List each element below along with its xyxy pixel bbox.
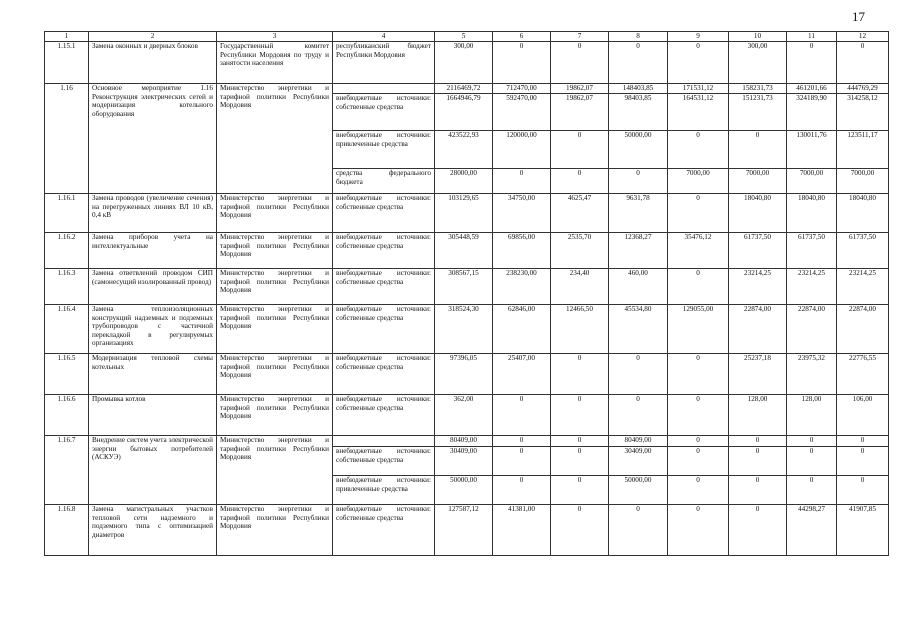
amount-cell: 18040,80 [729, 194, 787, 233]
table-row [45, 269, 889, 305]
column-number-header: 6 [493, 32, 551, 42]
executor-name: Государственный комитет Республики Мордовия по труду и занятости населения [217, 42, 333, 84]
column-number-header: 2 [89, 32, 217, 42]
funding-source [333, 436, 435, 447]
amount-cell: 0 [493, 436, 551, 447]
amount-cell: 34750,00 [493, 194, 551, 233]
amount-cell: 0 [729, 505, 787, 556]
amount-cell: 0 [668, 131, 729, 169]
table-row [45, 84, 889, 94]
funding-source: внебюджетные источники: собственные средства [333, 194, 435, 233]
executor-name: Министерство энергетики и тарифной политики Республики Мордовия [217, 194, 333, 233]
amount-cell: 0 [787, 476, 837, 505]
activity-name: Промывка котлов [89, 395, 217, 436]
amount-cell: 0 [787, 447, 837, 476]
column-number-header: 1 [45, 32, 89, 42]
funding-source: внебюджетные источники: собственные средства [333, 305, 435, 354]
table-row [45, 233, 889, 269]
amount-cell: 0 [787, 42, 837, 84]
amount-cell: 23975,32 [787, 354, 837, 395]
column-number-header: 7 [551, 32, 609, 42]
amount-cell: 35476,12 [668, 233, 729, 269]
amount-cell: 28000,00 [435, 169, 493, 194]
amount-cell: 25237,18 [729, 354, 787, 395]
amount-cell: 18040,80 [837, 194, 889, 233]
amount-cell: 461201,66 [787, 84, 837, 94]
amount-cell: 0 [609, 505, 668, 556]
amount-cell: 2116469,72 [435, 84, 493, 94]
amount-cell: 50000,00 [435, 476, 493, 505]
amount-cell: 22874,00 [729, 305, 787, 354]
amount-cell: 4625,47 [551, 194, 609, 233]
amount-cell: 324189,90 [787, 94, 837, 131]
amount-cell: 7000,00 [729, 169, 787, 194]
column-number-header: 3 [217, 32, 333, 42]
header-row [45, 32, 889, 42]
executor-name: Министерство энергетики и тарифной политики Республики Мордовия [217, 436, 333, 505]
amount-cell: 50000,00 [609, 476, 668, 505]
column-number-header: 5 [435, 32, 493, 42]
amount-cell: 23214,25 [837, 269, 889, 305]
executor-name: Министерство энергетики и тарифной политики Республики Мордовия [217, 305, 333, 354]
amount-cell: 0 [551, 505, 609, 556]
funding-source: внебюджетные источники: собственные средства [333, 505, 435, 556]
amount-cell: 164531,12 [668, 94, 729, 131]
amount-cell: 0 [551, 436, 609, 447]
amount-cell: 0 [551, 42, 609, 84]
funding-source: внебюджетные источники: привлеченные средства [333, 131, 435, 169]
amount-cell: 45534,80 [609, 305, 668, 354]
funding-source: внебюджетные источники: собственные средства [333, 395, 435, 436]
funding-source: внебюджетные источники: собственные средства [333, 447, 435, 476]
activity-name: Модернизация тепловой схемы котельных [89, 354, 217, 395]
activity-name: Замена теплоизоляционных конструкций надземных и подземных трубопроводов с частичной перекладкой в регулируемых организациях [89, 305, 217, 354]
amount-cell: 0 [837, 447, 889, 476]
funding-source: республиканский бюджет Республики Мордовия [333, 42, 435, 84]
amount-cell: 123511,17 [837, 131, 889, 169]
amount-cell: 0 [551, 395, 609, 436]
amount-cell: 30409,00 [435, 447, 493, 476]
table-row [45, 305, 889, 354]
amount-cell: 308567,15 [435, 269, 493, 305]
amount-cell: 0 [609, 169, 668, 194]
amount-cell: 0 [493, 395, 551, 436]
funding-source [333, 84, 435, 94]
amount-cell: 22874,00 [837, 305, 889, 354]
amount-cell: 0 [609, 354, 668, 395]
table-row [45, 354, 889, 395]
table-row [45, 42, 889, 84]
funding-source: внебюджетные источники: собственные средства [333, 233, 435, 269]
amount-cell: 23214,25 [729, 269, 787, 305]
amount-cell: 44298,27 [787, 505, 837, 556]
amount-cell: 128,00 [787, 395, 837, 436]
funding-source: внебюджетные источники: собственные средства [333, 94, 435, 131]
amount-cell: 25407,00 [493, 354, 551, 395]
amount-cell: 592470,00 [493, 94, 551, 131]
amount-cell: 80409,00 [435, 436, 493, 447]
executor-name: Министерство энергетики и тарифной политики Республики Мордовия [217, 84, 333, 194]
amount-cell: 0 [493, 447, 551, 476]
row-number: 1.15.1 [45, 42, 89, 84]
funding-source: внебюджетные источники: привлеченные средства [333, 476, 435, 505]
executor-name: Министерство энергетики и тарифной политики Республики Мордовия [217, 395, 333, 436]
column-number-header: 12 [837, 32, 889, 42]
amount-cell: 0 [837, 436, 889, 447]
column-number-header: 9 [668, 32, 729, 42]
row-number: 1.16.4 [45, 305, 89, 354]
amount-cell: 18040,80 [787, 194, 837, 233]
amount-cell: 0 [551, 476, 609, 505]
row-number: 1.16.6 [45, 395, 89, 436]
table-body [45, 32, 889, 556]
amount-cell: 61737,50 [787, 233, 837, 269]
activity-name: Внедрение систем учета электрической энергии бытовых потребителей (АСКУЭ) [89, 436, 217, 505]
row-number: 1.16.3 [45, 269, 89, 305]
executor-name: Министерство энергетики и тарифной политики Республики Мордовия [217, 505, 333, 556]
table-row [45, 395, 889, 436]
amount-cell: 148403,85 [609, 84, 668, 94]
amount-cell: 0 [668, 269, 729, 305]
amount-cell: 362,00 [435, 395, 493, 436]
activity-name: Замена ответвлений проводом СИП (самонесущий изолированный провод) [89, 269, 217, 305]
amount-cell: 129055,00 [668, 305, 729, 354]
table-row [45, 505, 889, 556]
executor-name: Министерство энергетики и тарифной политики Республики Мордовия [217, 354, 333, 395]
amount-cell: 0 [668, 436, 729, 447]
amount-cell: 0 [729, 131, 787, 169]
amount-cell: 7000,00 [837, 169, 889, 194]
amount-cell: 0 [551, 169, 609, 194]
amount-cell: 0 [729, 436, 787, 447]
amount-cell: 7000,00 [668, 169, 729, 194]
amount-cell: 300,00 [435, 42, 493, 84]
activity-name: Замена приборов учета на интеллектуальные [89, 233, 217, 269]
amount-cell: 80409,00 [609, 436, 668, 447]
amount-cell: 0 [609, 42, 668, 84]
amount-cell: 423522,93 [435, 131, 493, 169]
amount-cell: 0 [668, 447, 729, 476]
amount-cell: 41381,00 [493, 505, 551, 556]
amount-cell: 0 [668, 194, 729, 233]
amount-cell: 300,00 [729, 42, 787, 84]
amount-cell: 444769,29 [837, 84, 889, 94]
amount-cell: 12368,27 [609, 233, 668, 269]
table-row [45, 194, 889, 233]
row-number: 1.16.7 [45, 436, 89, 505]
amount-cell: 9631,78 [609, 194, 668, 233]
amount-cell: 12466,50 [551, 305, 609, 354]
amount-cell: 151231,73 [729, 94, 787, 131]
amount-cell: 1664946,79 [435, 94, 493, 131]
amount-cell: 0 [787, 436, 837, 447]
amount-cell: 0 [493, 42, 551, 84]
amount-cell: 0 [551, 354, 609, 395]
amount-cell: 97396,05 [435, 354, 493, 395]
amount-cell: 234,40 [551, 269, 609, 305]
row-number: 1.16.8 [45, 505, 89, 556]
funding-source: внебюджетные источники: собственные средства [333, 269, 435, 305]
amount-cell: 61737,50 [837, 233, 889, 269]
amount-cell: 19862,07 [551, 94, 609, 131]
amount-cell: 19862,07 [551, 84, 609, 94]
amount-cell: 158231,73 [729, 84, 787, 94]
column-number-header: 11 [787, 32, 837, 42]
amount-cell: 314258,12 [837, 94, 889, 131]
amount-cell: 69856,00 [493, 233, 551, 269]
amount-cell: 0 [729, 476, 787, 505]
activity-name: Основное мероприятие 1.16 Реконструкция электрических сетей и модернизация котельного оборудования [89, 84, 217, 194]
amount-cell: 0 [668, 476, 729, 505]
amount-cell: 171531,12 [668, 84, 729, 94]
activity-name: Замена оконных и дверных блоков [89, 42, 217, 84]
row-number: 1.16 [45, 84, 89, 194]
amount-cell: 22776,55 [837, 354, 889, 395]
amount-cell: 712470,00 [493, 84, 551, 94]
amount-cell: 0 [493, 476, 551, 505]
amount-cell: 0 [668, 42, 729, 84]
amount-cell: 0 [837, 42, 889, 84]
amount-cell: 305448,59 [435, 233, 493, 269]
amount-cell: 23214,25 [787, 269, 837, 305]
amount-cell: 62846,00 [493, 305, 551, 354]
funding-source: внебюджетные источники: собственные средства [333, 354, 435, 395]
amount-cell: 0 [609, 395, 668, 436]
amount-cell: 0 [668, 395, 729, 436]
amount-cell: 318524,30 [435, 305, 493, 354]
amount-cell: 130011,76 [787, 131, 837, 169]
amount-cell: 0 [668, 505, 729, 556]
activity-name: Замена магистральных участков тепловой сети надземного и подземного типа с оптимизацией диаметров [89, 505, 217, 556]
amount-cell: 103129,65 [435, 194, 493, 233]
amount-cell: 50000,00 [609, 131, 668, 169]
amount-cell: 0 [493, 169, 551, 194]
column-number-header: 8 [609, 32, 668, 42]
activity-name: Замена проводов (увеличение сечения) на перегруженных линиях ВЛ 10 кВ, 0,4 кВ [89, 194, 217, 233]
amount-cell: 7000,00 [787, 169, 837, 194]
amount-cell: 106,00 [837, 395, 889, 436]
amount-cell: 0 [668, 354, 729, 395]
amount-cell: 98403,85 [609, 94, 668, 131]
amount-cell: 127587,12 [435, 505, 493, 556]
executor-name: Министерство энергетики и тарифной политики Республики Мордовия [217, 233, 333, 269]
amount-cell: 22874,00 [787, 305, 837, 354]
page-number: 17 [852, 9, 865, 24]
executor-name: Министерство энергетики и тарифной политики Республики Мордовия [217, 269, 333, 305]
column-number-header: 10 [729, 32, 787, 42]
amount-cell: 30409,00 [609, 447, 668, 476]
table-row [45, 436, 889, 447]
row-number: 1.16.1 [45, 194, 89, 233]
amount-cell: 238230,00 [493, 269, 551, 305]
amount-cell: 128,00 [729, 395, 787, 436]
amount-cell: 2535,70 [551, 233, 609, 269]
amount-cell: 120000,00 [493, 131, 551, 169]
column-number-header: 4 [333, 32, 435, 42]
funding-table [44, 31, 889, 556]
amount-cell: 0 [837, 476, 889, 505]
row-number: 1.16.2 [45, 233, 89, 269]
amount-cell: 41907,85 [837, 505, 889, 556]
amount-cell: 0 [551, 131, 609, 169]
funding-source: средства федерального бюджета [333, 169, 435, 194]
amount-cell: 0 [729, 447, 787, 476]
amount-cell: 61737,50 [729, 233, 787, 269]
amount-cell: 0 [551, 447, 609, 476]
amount-cell: 460,00 [609, 269, 668, 305]
row-number: 1.16.5 [45, 354, 89, 395]
